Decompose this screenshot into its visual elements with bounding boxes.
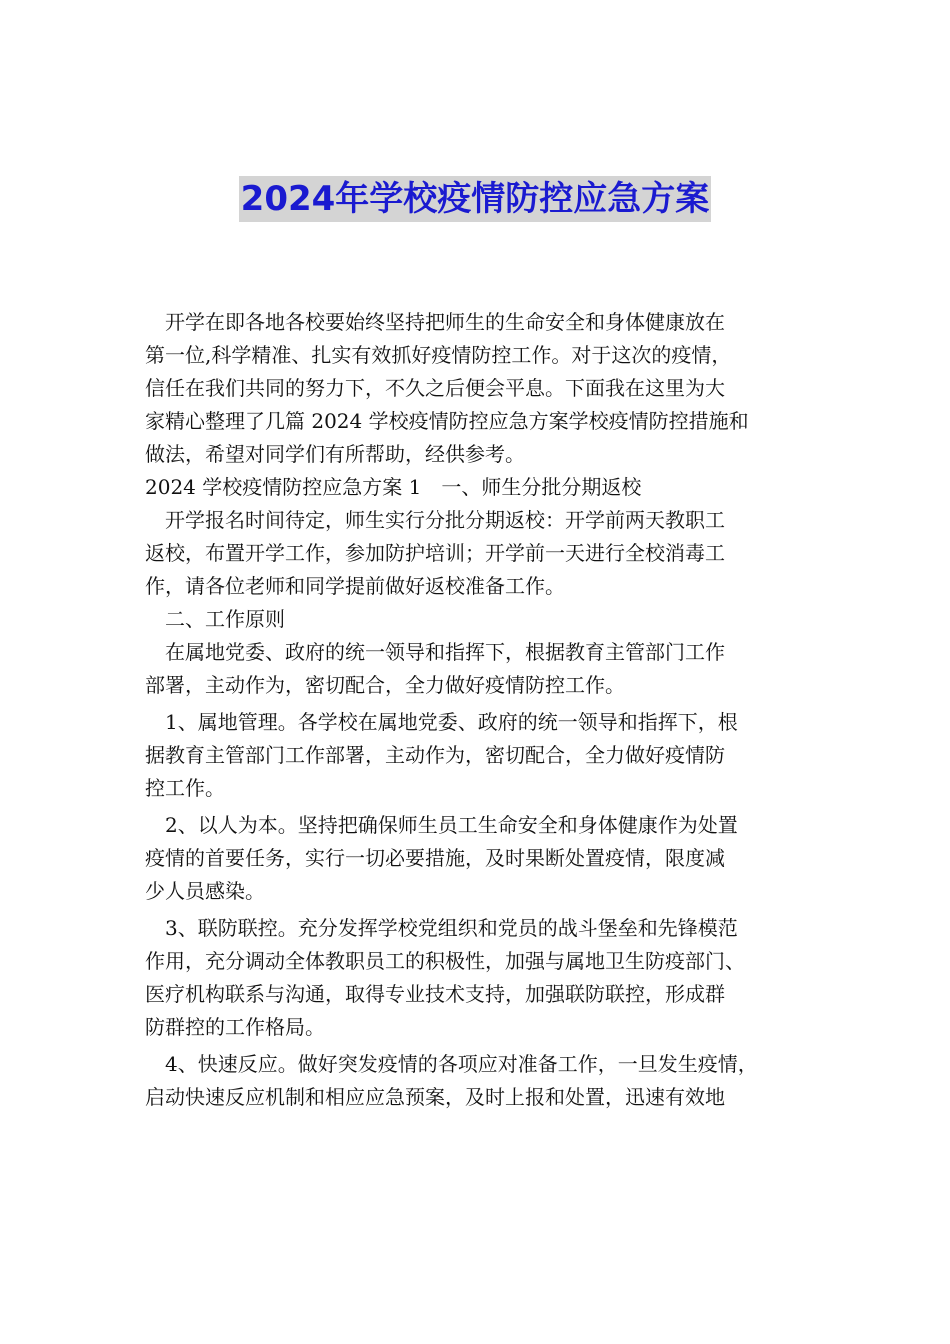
body-line: 第一位,科学精准、扎实有效抓好疫情防控工作。对于这次的疫情， <box>145 343 732 367</box>
body-line: 返校，布置开学工作，参加防护培训；开学前一天进行全校消毒工 <box>145 541 725 565</box>
body-line: 启动快速反应机制和相应应急预案，及时上报和处置，迅速有效地 <box>145 1085 725 1109</box>
title-container <box>0 176 950 222</box>
body-line: 1、属地管理。各学校在属地党委、政府的统一领导和指挥下，根 <box>145 710 738 734</box>
body-line: 信任在我们共同的努力下，不久之后便会平息。下面我在这里为大 <box>145 376 725 400</box>
section-heading: 2024 学校疫情防控应急方案 1 一、师生分批分期返校 <box>145 475 642 499</box>
body-line: 2、以人为本。坚持把确保师生员工生命安全和身体健康作为处置 <box>145 813 738 837</box>
body-line: 开学在即各地各校要始终坚持把师生的生命安全和身体健康放在 <box>145 310 725 334</box>
body-line: 少人员感染。 <box>145 879 265 903</box>
body-line: 开学报名时间待定，师生实行分批分期返校：开学前两天教职工 <box>145 508 725 532</box>
document-title: 2024年学校疫情防控应急方案 <box>239 176 712 222</box>
body-line: 控工作。 <box>145 776 225 800</box>
section-heading: 二、工作原则 <box>145 607 285 631</box>
body-line: 作，请各位老师和同学提前做好返校准备工作。 <box>145 574 565 598</box>
body-line: 4、快速反应。做好突发疫情的各项应对准备工作，一旦发生疫情， <box>145 1052 758 1076</box>
document-body <box>145 306 811 1114</box>
body-line: 作用，充分调动全体教职员工的积极性，加强与属地卫生防疫部门、 <box>145 949 745 973</box>
body-line: 做法，希望对同学们有所帮助，经供参考。 <box>145 442 525 466</box>
body-line: 3、联防联控。充分发挥学校党组织和党员的战斗堡垒和先锋模范 <box>145 916 738 940</box>
body-line: 家精心整理了几篇 2024 学校疫情防控应急方案学校疫情防控措施和 <box>145 409 749 433</box>
body-line: 防群控的工作格局。 <box>145 1015 325 1039</box>
body-line: 疫情的首要任务，实行一切必要措施，及时果断处置疫情，限度减 <box>145 846 725 870</box>
body-line: 部署，主动作为，密切配合，全力做好疫情防控工作。 <box>145 673 625 697</box>
body-line: 据教育主管部门工作部署，主动作为，密切配合，全力做好疫情防 <box>145 743 725 767</box>
body-line: 在属地党委、政府的统一领导和指挥下，根据教育主管部门工作 <box>145 640 725 664</box>
body-line: 医疗机构联系与沟通，取得专业技术支持，加强联防联控，形成群 <box>145 982 725 1006</box>
